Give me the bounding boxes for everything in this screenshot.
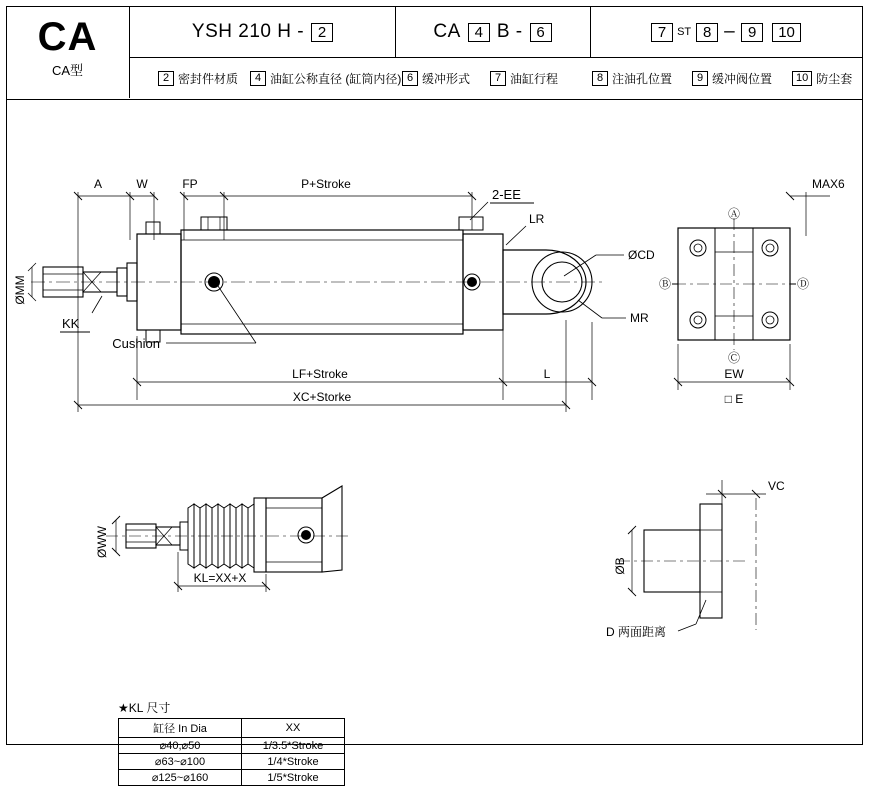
header-left-title [6, 6, 130, 98]
dim-label-LF-stroke: LF+Stroke [292, 367, 348, 381]
detail-view [618, 480, 766, 631]
kl-row0-xx: 1/3.5*Stroke [242, 738, 345, 754]
legend-label-9: 缓冲阀位置 [712, 71, 773, 86]
page-title: CA [37, 15, 98, 59]
code-model-text: YSH 210 H - [191, 21, 305, 42]
kl-table-title: ★KL 尺寸 [118, 701, 171, 715]
legend-label-4: 油缸公称直径 (缸筒内径) [270, 71, 402, 86]
dim-label-XC-storke: XC+Storke [292, 390, 352, 404]
page-subtitle: CA型 [51, 63, 84, 78]
code-mount-text: CA [433, 21, 461, 42]
legend-label-7: 油缸行程 [510, 71, 559, 86]
code-segment-model [130, 6, 395, 58]
dim-label-L: L [543, 367, 551, 381]
table-row [119, 754, 345, 770]
marker-D: Ⓓ [796, 277, 810, 291]
legend-label-8: 注油孔位置 [612, 71, 673, 86]
kl-row2-xx: 1/5*Stroke [242, 770, 345, 786]
table-row [119, 770, 345, 786]
legend-num-2: 2 [158, 71, 174, 86]
kl-header-dia: 缸径 In Dia [119, 719, 242, 738]
legend-item-10 [792, 58, 852, 98]
legend-num-4: 4 [250, 71, 266, 86]
kl-table [118, 718, 345, 786]
legend-item-4 [250, 58, 401, 98]
dim-label-P-stroke: P+Stroke [301, 177, 351, 191]
kl-row2-dia: ⌀125~⌀160 [119, 770, 242, 786]
legend-item-9 [692, 58, 772, 98]
kl-row1-xx: 1/4*Stroke [242, 754, 345, 770]
dim-label-E: □ E [724, 392, 744, 406]
label-B: ØB [613, 557, 627, 575]
technical-drawing [6, 100, 863, 745]
label-2-EE: 2-EE [492, 187, 521, 202]
dim-label-A: A [93, 177, 103, 191]
code-mount-text2: B - [496, 21, 523, 42]
legend-num-8: 8 [592, 71, 608, 86]
code-segment-mount [395, 6, 590, 58]
dim-label-W: W [136, 177, 148, 191]
end-view [672, 192, 830, 390]
legend-label-10: 防尘套 [816, 71, 853, 86]
code-stroke-sup: ST [677, 26, 692, 38]
marker-A: Ⓐ [727, 207, 741, 221]
legend-num-9: 9 [692, 71, 708, 86]
kl-header-xx: XX [242, 719, 345, 738]
label-WW: ØWW [95, 526, 109, 558]
label-CD: ØCD [628, 248, 655, 262]
legend-item-8 [592, 58, 672, 98]
kl-row1-dia: ⌀63~⌀100 [119, 754, 242, 770]
leaders-main [92, 202, 626, 343]
code-stroke-box4: 10 [772, 23, 801, 42]
header-legend-row [130, 58, 863, 98]
dim-label-EW: EW [724, 367, 744, 381]
marker-C: Ⓒ [727, 351, 741, 365]
marker-B: Ⓑ [658, 277, 672, 291]
dim-label-FP: FP [182, 177, 198, 191]
legend-num-7: 7 [490, 71, 506, 86]
code-stroke-box3: 9 [741, 23, 763, 42]
legend-item-7 [490, 58, 558, 98]
label-cushion: Cushion [112, 336, 160, 351]
legend-num-6: 6 [402, 71, 418, 86]
table-row [119, 738, 345, 754]
label-MM: ØMM [13, 275, 27, 305]
code-model-box: 2 [311, 23, 333, 42]
label-VC: VC [768, 479, 785, 493]
port-boss-top [201, 217, 227, 230]
label-MR: MR [630, 311, 649, 325]
label-D-note: D 两面距离 [606, 625, 667, 639]
label-KK: KK [62, 316, 80, 331]
code-stroke-box1: 7 [651, 23, 673, 42]
legend-label-2: 密封件材质 [178, 71, 239, 86]
drawing-area [6, 100, 863, 784]
label-LR: LR [529, 212, 545, 226]
code-stroke-box2: 8 [696, 23, 718, 42]
legend-item-2 [158, 58, 238, 98]
code-stroke-dash: – [724, 21, 736, 42]
legend-item-6 [402, 58, 470, 98]
legend-label-6: 缓冲形式 [422, 71, 471, 86]
header [6, 6, 863, 100]
header-code-row [130, 6, 863, 58]
kl-row0-dia: ⌀40,⌀50 [119, 738, 242, 754]
table-header-row [119, 719, 345, 738]
legend-num-10: 10 [792, 71, 812, 86]
code-segment-stroke [590, 6, 862, 58]
head-tie-top [146, 222, 160, 234]
code-mount-box2: 6 [530, 23, 552, 42]
code-mount-box1: 4 [468, 23, 490, 42]
dim-label-KL: KL=XX+X [193, 571, 247, 585]
kl-table-wrapper [118, 718, 345, 786]
label-MAX6: MAX6 [812, 177, 845, 191]
